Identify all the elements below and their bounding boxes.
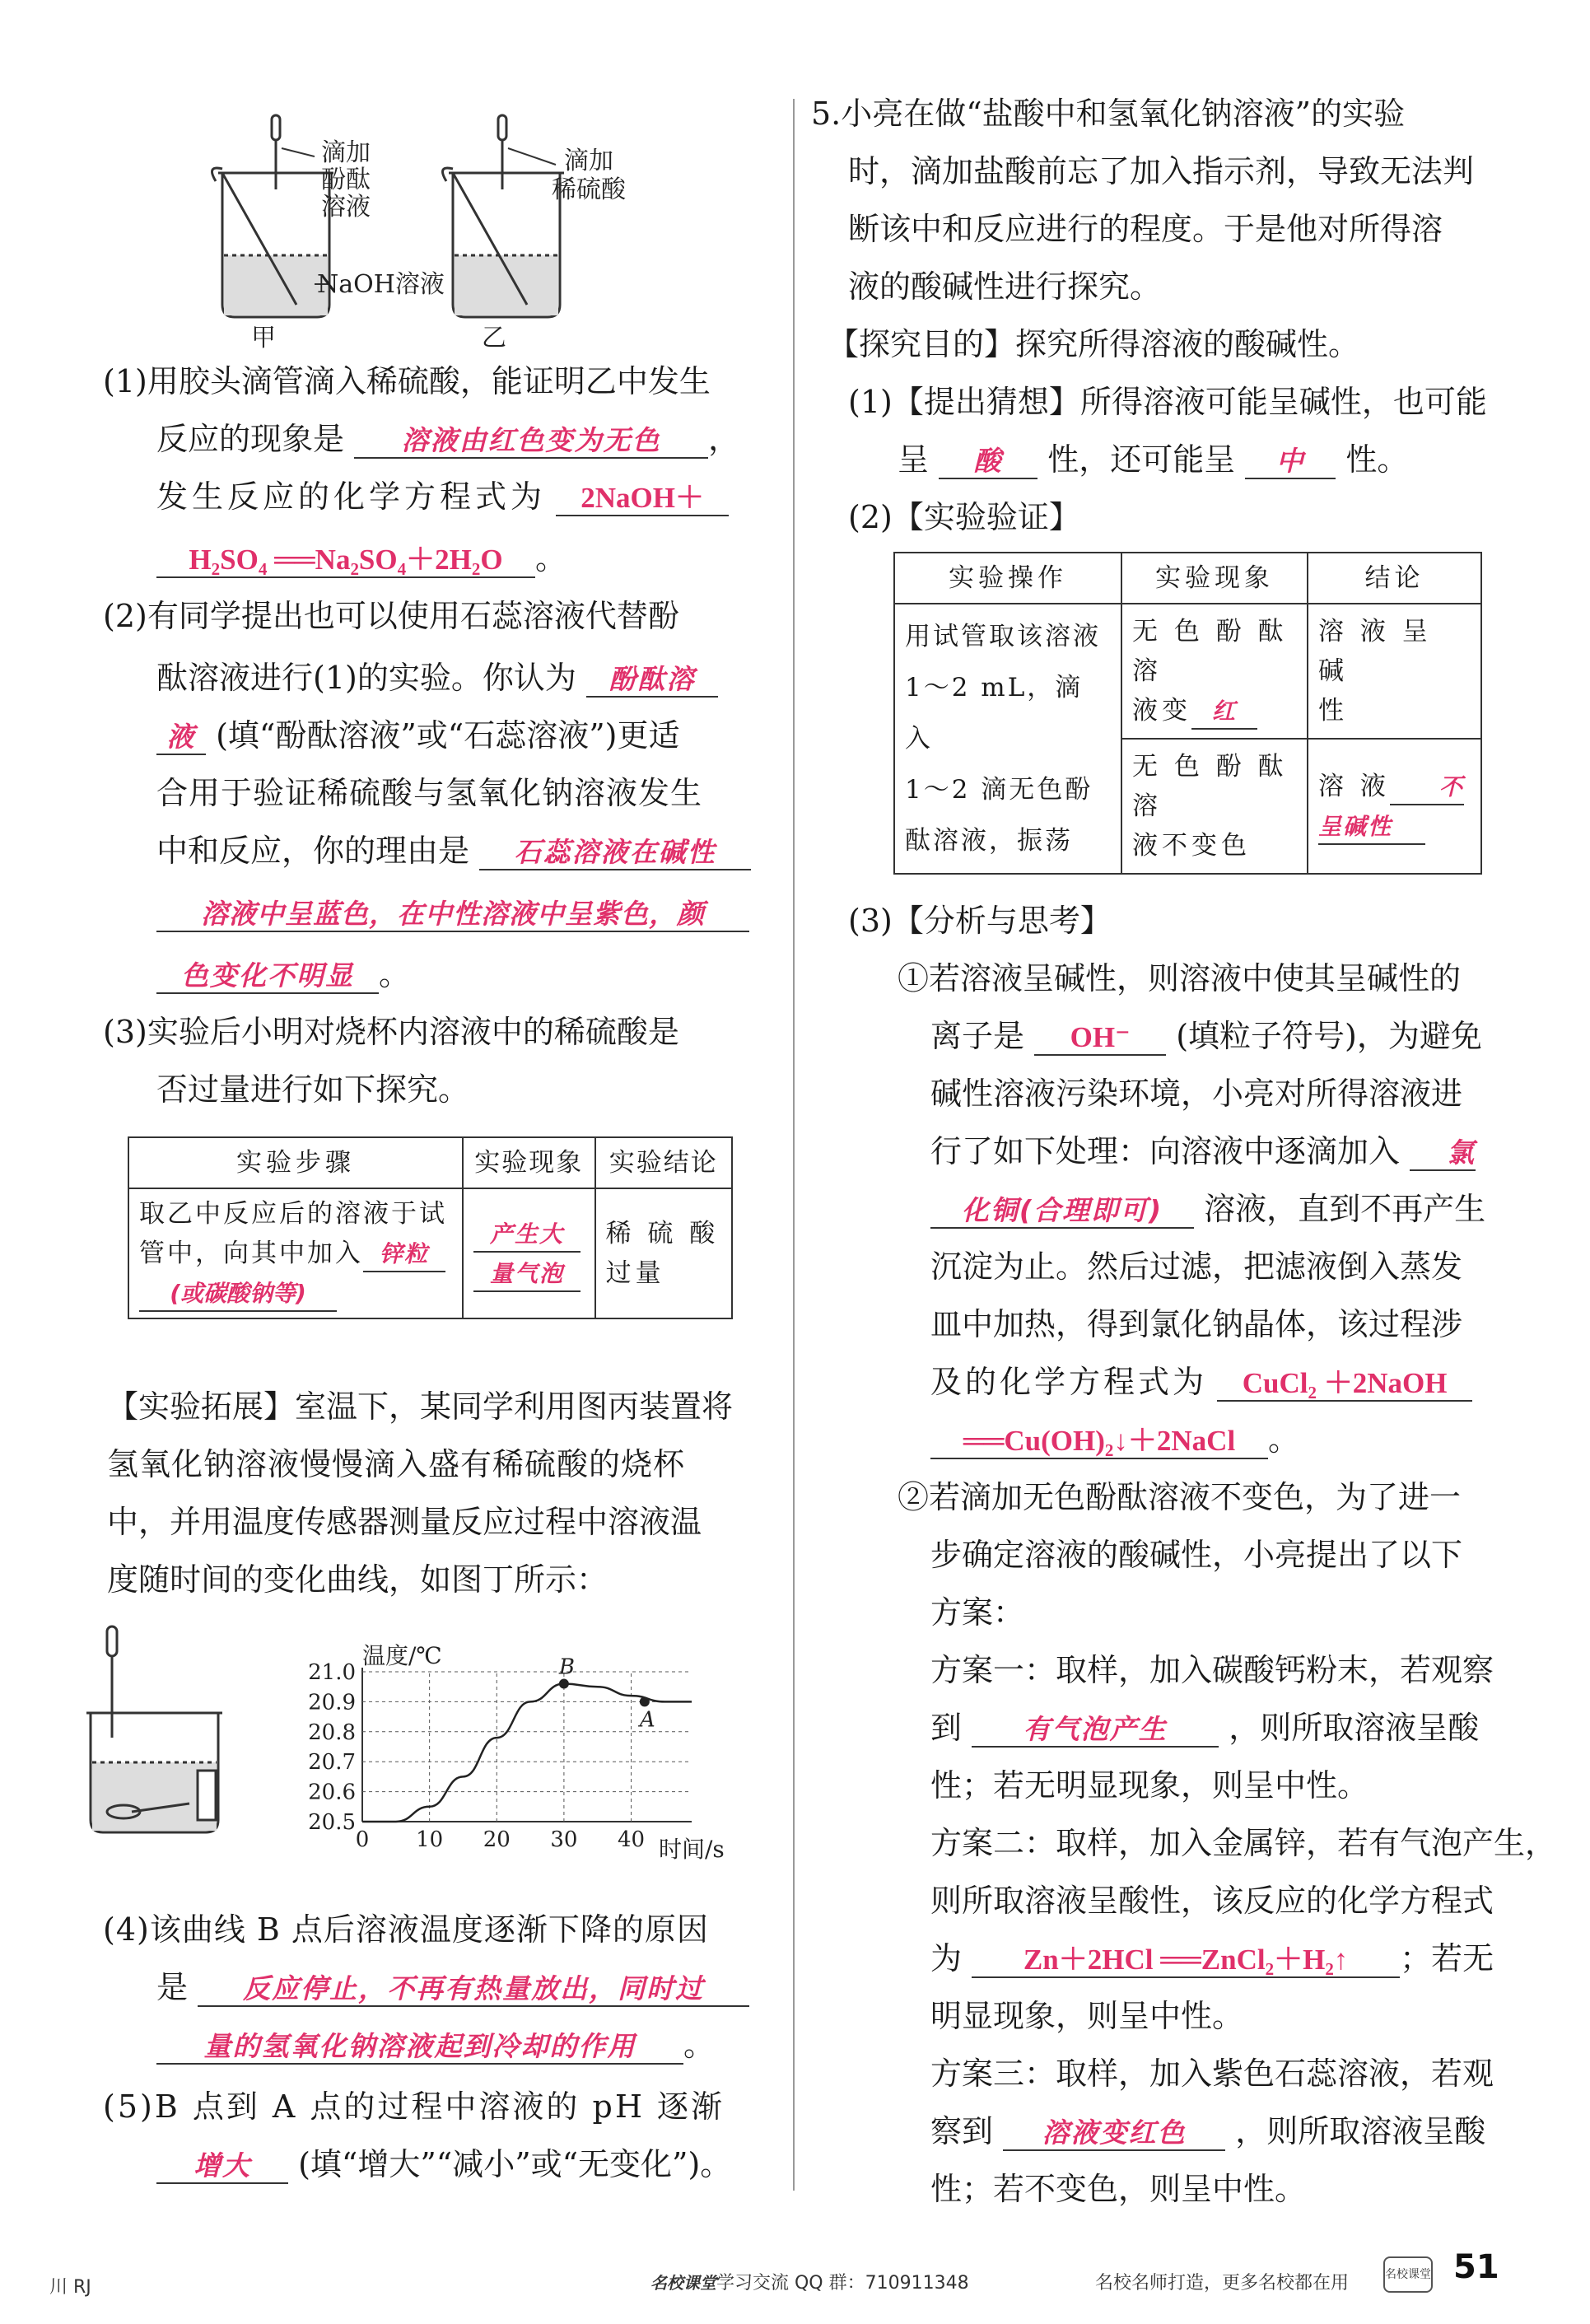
dropper1-label-2: 酚酞 <box>321 166 371 194</box>
q2-text-2: (填“酚酞溶液”或“石蕊溶液”)更适 <box>216 717 680 754</box>
s1-text-a: 离子是 <box>930 1018 1025 1054</box>
t2-c2-answer-2: 呈碱性 <box>1318 810 1425 845</box>
q5-line2: 时，滴加盐酸前忘了加入指示剂，导致无法判 <box>848 153 1475 189</box>
q2-answer-d: 溶液中呈蓝色，在中性溶液中呈紫色，颜 <box>156 898 749 932</box>
f1-line3: 性；若无明显现象，则呈中性。 <box>930 1767 1369 1804</box>
q1-line2 <box>156 420 739 459</box>
s1-line7: 皿中加热，得到氯化钠晶体，该过程涉 <box>930 1306 1463 1342</box>
s2-line2: 步确定溶液的酸碱性，小亮提出了以下 <box>930 1537 1463 1573</box>
q1-text-2: 发生反应的化学方程式为 <box>156 478 547 515</box>
t1-step-text: 管中，向其中加入 <box>139 1239 363 1268</box>
temperature-chart-ding <box>305 1639 725 1886</box>
t1-header-conclusion: 实验结论 <box>595 1137 732 1188</box>
t2-header-operation: 实验操作 <box>894 553 1121 604</box>
point-A <box>640 1696 650 1706</box>
q4-text: 是 <box>156 1969 189 2005</box>
point-label-B: B <box>558 1654 576 1680</box>
t2-c2-line2 <box>1318 806 1471 846</box>
f2-line4: 明显现象，则呈中性。 <box>930 1998 1244 2034</box>
t1-step-line1: 取乙中反应后的溶液于试 <box>139 1199 447 1229</box>
p1-text-c: 性。 <box>1345 441 1409 478</box>
f3-text-b: ，则所取溶液呈酸 <box>1235 2113 1486 2149</box>
t1-header-phenomenon: 实验现象 <box>463 1137 595 1188</box>
t2-phenomenon-2 <box>1121 739 1308 874</box>
f2-line2: 则所取溶液呈酸性，该反应的化学方程式 <box>930 1883 1494 1919</box>
column-divider <box>793 99 795 2191</box>
s1-line4 <box>930 1132 1476 1171</box>
q2-line5 <box>156 832 751 870</box>
t2-r1-line2 <box>1132 691 1297 730</box>
t2-op-line1: 用试管取该溶液 <box>905 622 1101 651</box>
p1-text-b: 性，还可能呈 <box>1047 441 1236 478</box>
y-tick-label: 20.8 <box>308 1720 356 1745</box>
y-tick-label: 20.9 <box>308 1690 356 1715</box>
q2-answer-b: 液 <box>156 721 206 755</box>
q1-line4 <box>156 539 567 578</box>
f2-line3 <box>930 1939 1494 1978</box>
t1-step-answer-1: 锌粒 <box>363 1238 445 1272</box>
s1-line2 <box>930 1017 1482 1056</box>
q4-answer-b: 量的氢氧化钠溶液起到冷却的作用 <box>156 2030 683 2065</box>
t1-conclusion-cell <box>595 1188 732 1318</box>
f3-line1: 方案三：取样，加入紫色石蕊溶液，若观 <box>930 2056 1494 2092</box>
q4-end: 。 <box>683 2027 716 2063</box>
q1-line3 <box>156 478 729 516</box>
t2-c2-text: 溶 液 <box>1318 772 1390 801</box>
dropper2-label-2: 稀硫酸 <box>552 175 626 204</box>
t2-header-phenomenon: 实验现象 <box>1121 553 1308 604</box>
s1-end: 。 <box>1268 1421 1300 1458</box>
t2-c2-line1 <box>1318 767 1471 806</box>
q1-end: 。 <box>535 540 567 576</box>
t1-step-answer-2: (或碳酸钠等) <box>139 1277 337 1312</box>
q5left-answer: 增大 <box>156 2149 288 2184</box>
apparatus-figure-bing <box>82 1614 329 1886</box>
q3-line2: 否过量进行如下探究。 <box>156 1071 470 1108</box>
q2-end: 。 <box>379 956 411 992</box>
s1-line6: 沉淀为止。然后过滤，把滤液倒入蒸发 <box>930 1248 1463 1285</box>
s1-line5 <box>930 1190 1485 1229</box>
point-label-A: A <box>639 1707 655 1733</box>
f2-answer-equation: Zn＋2HCl ══ZnCl₂＋H₂↑ <box>972 1944 1400 1978</box>
f1-text-b: ，则所取溶液呈酸 <box>1229 1710 1480 1746</box>
q1-answer-equation-b: H₂SO₄ ══Na₂SO₄＋2H₂O <box>156 544 535 578</box>
footer-brand-logo: 名校课堂 <box>650 2273 716 2293</box>
q5left-line2 <box>156 2145 731 2184</box>
p1-answer-neutral: 中 <box>1245 445 1336 479</box>
t2-c1-line2: 性 <box>1318 696 1348 726</box>
naoh-label: NaOH溶液 <box>317 270 445 299</box>
f3-line3: 性；若不变色，则呈中性。 <box>930 2171 1307 2207</box>
y-tick-label: 20.6 <box>308 1780 356 1805</box>
t2-phenomenon-1 <box>1121 604 1308 739</box>
t1-phenomenon-line2 <box>473 1253 585 1293</box>
footer-edition: 川 RJ <box>49 2277 91 2298</box>
x-tick-label: 0 <box>355 1827 370 1852</box>
footer-logo <box>1383 2256 1433 2293</box>
t1-step-cell <box>128 1188 463 1318</box>
chart-xlabel: 时间/s <box>659 1836 725 1863</box>
f1-answer: 有气泡产生 <box>972 1713 1219 1748</box>
t2-r2-line1: 无 色 酚 酞 溶 <box>1132 752 1288 821</box>
ext-line4: 度随时间的变化曲线，如图丁所示： <box>107 1561 608 1598</box>
s1-text-d: 溶液，直到不再产生 <box>1204 1191 1486 1227</box>
s1-line3: 碱性溶液污染环境，小亮对所得溶液进 <box>930 1076 1463 1112</box>
t2-r1-text: 液变 <box>1132 696 1191 726</box>
q1-line1: (1)用胶头滴管滴入稀硫酸，能证明乙中发生 <box>103 363 711 399</box>
experiment-table-2 <box>893 552 1482 875</box>
f1-line1: 方案一：取样，加入碳酸钙粉末，若观察 <box>930 1652 1494 1688</box>
t2-c1-line1: 溶 液 呈 碱 <box>1318 617 1432 686</box>
q4-line1: (4)该曲线 B 点后溶液温度逐渐下降的原因 <box>103 1911 709 1948</box>
q2-line1: (2)有同学提出也可以使用石蕊溶液代替酚 <box>103 598 679 634</box>
label-jia: 甲 <box>251 324 276 352</box>
point-B <box>559 1679 569 1689</box>
t1-conclusion-line2: 过量 <box>605 1258 665 1288</box>
f3-text-a: 察到 <box>930 2113 994 2149</box>
s1-answer-reagent-b: 化铜(合理即可) <box>930 1194 1194 1229</box>
t2-op-line3: 1～2 滴无色酚 <box>905 775 1093 805</box>
s1-text-c: 行了如下处理：向溶液中逐滴加入 <box>930 1133 1401 1169</box>
y-tick-label: 20.5 <box>308 1810 356 1835</box>
experiment-table-1 <box>128 1136 733 1319</box>
p2-line1: (2)【实验验证】 <box>848 499 1080 535</box>
q4-line3 <box>156 2026 715 2065</box>
label-yi: 乙 <box>482 324 506 352</box>
f2-text-a: 为 <box>930 1940 963 1976</box>
t2-conclusion-1 <box>1308 604 1481 739</box>
t1-step-line2 <box>139 1234 452 1273</box>
ext-line2: 氢氧化钠溶液慢慢滴入盛有稀硫酸的烧杯 <box>107 1446 686 1482</box>
q5left-line1: (5)B 点到 A 点的过程中溶液的 pH 逐渐 <box>103 2088 725 2125</box>
t2-op-line2: 1～2 mL，滴入 <box>905 673 1084 754</box>
s1-line8 <box>930 1363 1472 1402</box>
s1-line1: ①若溶液呈碱性，则溶液中使其呈碱性的 <box>898 960 1462 996</box>
q2-line7 <box>156 955 410 994</box>
q5left-text: (填“增大”“减小”或“无变化”)。 <box>298 2146 732 2182</box>
dropper2-label-1: 滴加 <box>564 147 613 175</box>
q5-line1 <box>811 95 1405 133</box>
x-tick-label: 30 <box>550 1827 578 1852</box>
q5-text-1: 5.小亮在做“盐酸中和氢氧化钠溶液”的实验 <box>811 96 1406 132</box>
ext-line1: 【实验拓展】室温下，某同学利用图丙装置将 <box>107 1388 734 1425</box>
q2-line4: 合用于验证稀硫酸与氢氧化钠溶液发生 <box>156 775 703 811</box>
s2-line1: ②若滴加无色酚酞溶液不变色，为了进一 <box>898 1479 1462 1515</box>
f2-line1: 方案二：取样，加入金属锌，若有气泡产生， <box>930 1825 1557 1861</box>
t1-phenomenon-cell <box>463 1188 595 1318</box>
f1-text-a: 到 <box>930 1710 963 1746</box>
page-number: 51 <box>1453 2248 1499 2286</box>
t1-phenomenon-line1 <box>473 1214 585 1253</box>
beaker-figure-jia-yi <box>206 99 766 354</box>
s1-answer-equation-b: ══Cu(OH)₂↓＋2NaCl <box>930 1425 1268 1459</box>
t1-phenomenon-answer-2: 量气泡 <box>473 1258 581 1292</box>
s1-text-e: 及的化学方程式为 <box>930 1364 1208 1400</box>
q2-line3 <box>156 716 679 755</box>
footer-logo-text: 名校课堂 <box>1385 2268 1431 2281</box>
t1-phenomenon-answer-1: 产生大 <box>473 1218 581 1253</box>
q1-comma: ， <box>708 421 740 457</box>
s1-text-b: (填粒子符号)，为避免 <box>1176 1018 1482 1054</box>
t1-conclusion-line1: 稀 硫 酸 <box>605 1219 720 1248</box>
q1-answer-equation-a: 2NaOH＋ <box>556 482 729 516</box>
f3-line2 <box>930 2112 1485 2151</box>
q2-answer-e: 色变化不明显 <box>156 959 379 994</box>
beaker-yi <box>443 115 565 317</box>
beaker-jia <box>212 115 334 317</box>
s1-answer-equation-a: CuCl₂ ＋2NaOH <box>1217 1367 1472 1402</box>
f2-text-b: ；若无 <box>1400 1940 1494 1976</box>
f3-answer: 溶液变红色 <box>1003 2116 1225 2151</box>
t2-conclusion-2 <box>1308 739 1481 874</box>
s1-line9 <box>930 1421 1299 1459</box>
x-tick-label: 40 <box>617 1827 646 1852</box>
q5-line5: 【探究目的】探究所得溶液的酸碱性。 <box>828 326 1360 362</box>
chart-ylabel: 温度/℃ <box>362 1642 442 1669</box>
q2-line6 <box>156 894 749 932</box>
ext-line3: 中，并用温度传感器测量反应过程中溶液温 <box>107 1504 702 1540</box>
q1-text: 反应的现象是 <box>156 421 345 457</box>
t2-r1-answer: 红 <box>1191 695 1257 730</box>
t1-step-line3 <box>139 1273 452 1313</box>
t2-c2-answer-1: 不 <box>1390 771 1464 805</box>
q4-line2 <box>156 1968 749 2007</box>
q4-answer-a: 反应停止，不再有热量放出，同时过 <box>198 1972 749 2007</box>
q2-line2 <box>156 659 718 698</box>
dropper1-label-1: 滴加 <box>321 138 371 167</box>
p1-answer-acid: 酸 <box>939 445 1037 479</box>
q2-text-3: 中和反应，你的理由是 <box>156 833 470 869</box>
q5-line3: 断该中和反应进行的程度。于是他对所得溶 <box>848 211 1443 247</box>
s1-answer-reagent-a: 氯 <box>1410 1136 1476 1171</box>
p1-line1: (1)【提出猜想】所得溶液可能呈碱性，也可能 <box>848 384 1487 420</box>
t2-r2-line2: 液不变色 <box>1132 831 1251 861</box>
s1-answer-ion: OH⁻ <box>1034 1021 1166 1056</box>
footer-qq <box>650 2269 969 2294</box>
dropper1-label-3: 溶液 <box>321 193 371 222</box>
t2-header-conclusion: 结论 <box>1308 553 1481 604</box>
t1-header-step: 实验步骤 <box>128 1137 463 1188</box>
x-tick-label: 20 <box>483 1827 511 1852</box>
p1-text-a: 呈 <box>898 441 930 478</box>
x-tick-label: 10 <box>416 1827 444 1852</box>
y-tick-label: 21.0 <box>308 1660 356 1685</box>
t2-op-line4: 酞溶液，振荡 <box>905 826 1073 856</box>
q5-line4: 液的酸碱性进行探究。 <box>848 268 1162 305</box>
q2-answer-a: 酚酞溶 <box>586 663 718 698</box>
y-tick-label: 20.7 <box>308 1750 356 1776</box>
p1-line2 <box>898 441 1408 479</box>
q2-text: 酞溶液进行(1)的实验。你认为 <box>156 660 576 696</box>
q3-line1: (3)实验后小明对烧杯内溶液中的稀硫酸是 <box>103 1014 679 1050</box>
t2-operation-cell <box>894 604 1121 874</box>
q2-answer-c: 石蕊溶液在碱性 <box>479 836 751 870</box>
p3-line1: (3)【分析与思考】 <box>848 903 1112 939</box>
s2-line3: 方案： <box>930 1594 1025 1631</box>
footer-slogan: 名校名师打造，更多名校都在用 <box>1095 2273 1350 2294</box>
f1-line2 <box>930 1709 1479 1748</box>
footer-qq-text: 学习交流 QQ 群：710911348 <box>716 2273 969 2294</box>
t2-r1-line1: 无 色 酚 酞 溶 <box>1132 617 1288 686</box>
q1-answer-phenomenon: 溶液由红色变为无色 <box>354 424 708 459</box>
